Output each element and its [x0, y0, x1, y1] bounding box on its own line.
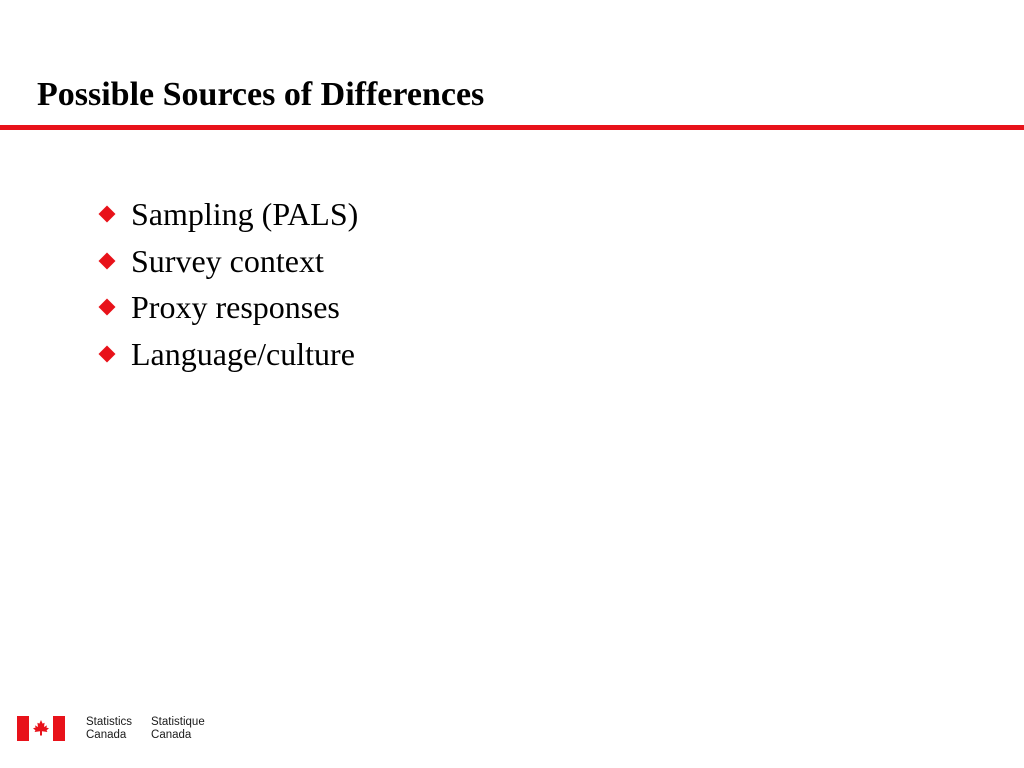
- bullet-text: Sampling (PALS): [131, 196, 359, 233]
- diamond-bullet-icon: [99, 206, 116, 223]
- diamond-bullet-icon: [99, 299, 116, 316]
- title-divider: [0, 125, 1024, 130]
- agency-name-french: [151, 716, 205, 742]
- slide-title: Possible Sources of Differences: [37, 76, 485, 113]
- canada-flag-icon: [17, 716, 65, 741]
- bullet-item: [95, 331, 358, 378]
- agency-name-line: Statistique: [151, 716, 205, 728]
- bullet-list: [95, 191, 358, 377]
- bullet-item: [95, 284, 358, 331]
- bullet-item: [95, 191, 358, 238]
- agency-name-line: Statistics: [86, 716, 133, 728]
- bullet-item: [95, 238, 358, 285]
- diamond-bullet-icon: [99, 345, 116, 362]
- diamond-bullet-icon: [99, 252, 116, 269]
- bullet-text: Proxy responses: [131, 289, 340, 326]
- bullet-text: Survey context: [131, 242, 324, 279]
- agency-name-line: Canada: [86, 729, 127, 741]
- bullet-text: Language/culture: [131, 335, 355, 372]
- agency-name-line: Canada: [151, 729, 192, 741]
- statistics-canada-logo: [17, 716, 205, 742]
- agency-name-english: [86, 716, 132, 742]
